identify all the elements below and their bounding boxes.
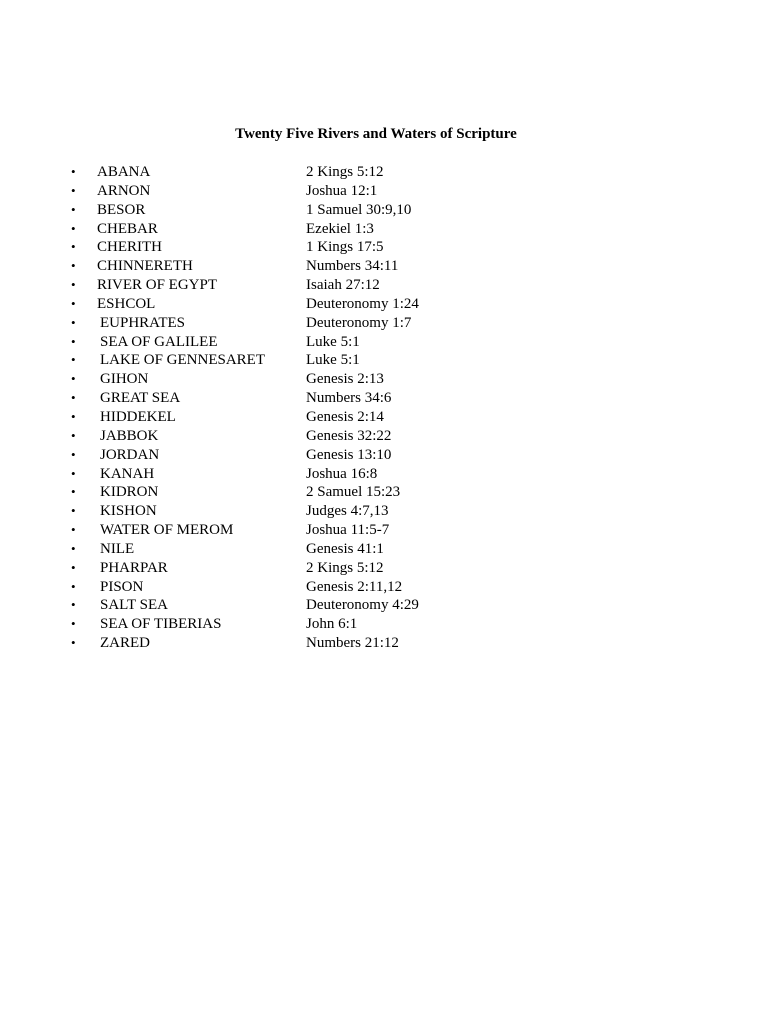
scripture-reference: Deuteronomy 1:7 <box>306 314 412 331</box>
list-item <box>0 276 768 295</box>
page-title: Twenty Five Rivers and Waters of Scripture <box>235 126 517 142</box>
bullet-icon: • <box>71 314 76 330</box>
scripture-reference: 2 Samuel 15:23 <box>306 484 401 501</box>
list-item <box>0 559 768 578</box>
list-item <box>0 427 768 446</box>
bullet-icon: • <box>71 578 76 594</box>
bullet-icon: • <box>71 277 76 293</box>
river-name: NILE <box>100 540 135 557</box>
rivers-list <box>0 163 768 653</box>
river-name: EUPHRATES <box>100 314 186 331</box>
bullet-icon: • <box>71 427 76 443</box>
scripture-reference: Luke 5:1 <box>306 352 360 369</box>
bullet-icon: • <box>71 597 76 613</box>
list-item <box>0 615 768 634</box>
scripture-reference: Joshua 16:8 <box>306 465 378 482</box>
scripture-reference: Genesis 2:14 <box>306 408 384 425</box>
scripture-reference: Ezekiel 1:3 <box>306 220 374 237</box>
scripture-reference: Numbers 21:12 <box>306 635 399 652</box>
scripture-reference: Genesis 2:11,12 <box>306 578 403 595</box>
scripture-reference: Numbers 34:11 <box>306 258 399 275</box>
list-item <box>0 408 768 427</box>
bullet-icon: • <box>71 164 76 179</box>
river-name: JABBOK <box>100 427 159 444</box>
scripture-reference: Joshua 12:1 <box>306 182 378 199</box>
list-item <box>0 238 768 257</box>
scripture-reference: Deuteronomy 4:29 <box>306 597 419 614</box>
river-name: SEA OF TIBERIAS <box>100 616 222 633</box>
scripture-reference: Deuteronomy 1:24 <box>306 295 419 312</box>
bullet-icon: • <box>71 522 76 538</box>
river-name: GREAT SEA <box>100 390 181 407</box>
bullet-icon: • <box>71 484 76 500</box>
scripture-reference: Luke 5:1 <box>306 333 360 350</box>
bullet-icon: • <box>71 333 76 349</box>
bullet-icon: • <box>71 352 76 368</box>
list-item <box>0 502 768 521</box>
river-name: KIDRON <box>100 484 159 501</box>
river-name: ESHCOL <box>97 295 156 312</box>
river-name: SALT SEA <box>100 597 168 614</box>
bullet-icon: • <box>71 220 76 236</box>
bullet-icon: • <box>71 258 76 274</box>
list-item <box>0 483 768 502</box>
river-name: GIHON <box>100 371 149 388</box>
bullet-icon: • <box>71 239 76 255</box>
river-name: SEA OF GALILEE <box>100 333 218 350</box>
list-item <box>0 465 768 484</box>
list-item <box>0 578 768 597</box>
scripture-reference: John 6:1 <box>306 616 358 633</box>
river-name: CHERITH <box>97 239 162 256</box>
river-name: RIVER OF EGYPT <box>97 277 218 294</box>
list-item <box>0 333 768 352</box>
scripture-reference: 1 Samuel 30:9,10 <box>306 201 412 218</box>
list-item <box>0 314 768 333</box>
list-item <box>0 163 768 182</box>
river-name: WATER OF MEROM <box>100 522 234 539</box>
river-name: KISHON <box>100 503 157 520</box>
river-name: JORDAN <box>100 446 160 463</box>
scripture-reference: Numbers 34:6 <box>306 390 392 407</box>
scripture-reference: Isaiah 27:12 <box>306 277 380 294</box>
river-name: ARNON <box>97 182 151 199</box>
bullet-icon: • <box>71 182 76 198</box>
bullet-icon: • <box>71 559 76 575</box>
list-item <box>0 182 768 201</box>
bullet-icon: • <box>71 635 76 651</box>
scripture-reference: Genesis 2:13 <box>306 371 384 388</box>
bullet-icon: • <box>71 408 76 424</box>
list-item <box>0 220 768 239</box>
scripture-reference: 2 Kings 5:12 <box>306 559 384 576</box>
list-item <box>0 446 768 465</box>
river-name: ABANA <box>97 164 151 180</box>
bullet-icon: • <box>71 616 76 632</box>
river-name: KANAH <box>100 465 155 482</box>
river-name: CHINNERETH <box>97 258 193 275</box>
river-name: HIDDEKEL <box>100 408 176 425</box>
river-name: CHEBAR <box>97 220 158 237</box>
river-name: PHARPAR <box>100 559 168 576</box>
list-item <box>0 521 768 540</box>
bullet-icon: • <box>71 503 76 519</box>
bullet-icon: • <box>71 390 76 406</box>
list-item <box>0 596 768 615</box>
scripture-reference: Genesis 41:1 <box>306 540 384 557</box>
list-item <box>0 389 768 408</box>
list-item <box>0 370 768 389</box>
river-name: LAKE OF GENNESARET <box>100 352 265 369</box>
list-item <box>0 201 768 220</box>
bullet-icon: • <box>71 446 76 462</box>
river-name: PISON <box>100 578 144 595</box>
scripture-reference: Genesis 13:10 <box>306 446 392 463</box>
river-name: BESOR <box>97 201 146 218</box>
river-name: ZARED <box>100 635 150 652</box>
list-item <box>0 540 768 559</box>
bullet-icon: • <box>71 540 76 556</box>
list-item <box>0 295 768 314</box>
bullet-icon: • <box>71 465 76 481</box>
list-item <box>0 634 768 653</box>
bullet-icon: • <box>71 371 76 387</box>
bullet-icon: • <box>71 201 76 217</box>
scripture-reference: Genesis 32:22 <box>306 427 392 444</box>
list-item <box>0 351 768 370</box>
scripture-reference: Joshua 11:5-7 <box>306 522 390 539</box>
list-item <box>0 257 768 276</box>
scripture-reference: 2 Kings 5:12 <box>306 164 384 180</box>
bullet-icon: • <box>71 295 76 311</box>
scripture-reference: Judges 4:7,13 <box>306 503 389 520</box>
scripture-reference: 1 Kings 17:5 <box>306 239 384 256</box>
